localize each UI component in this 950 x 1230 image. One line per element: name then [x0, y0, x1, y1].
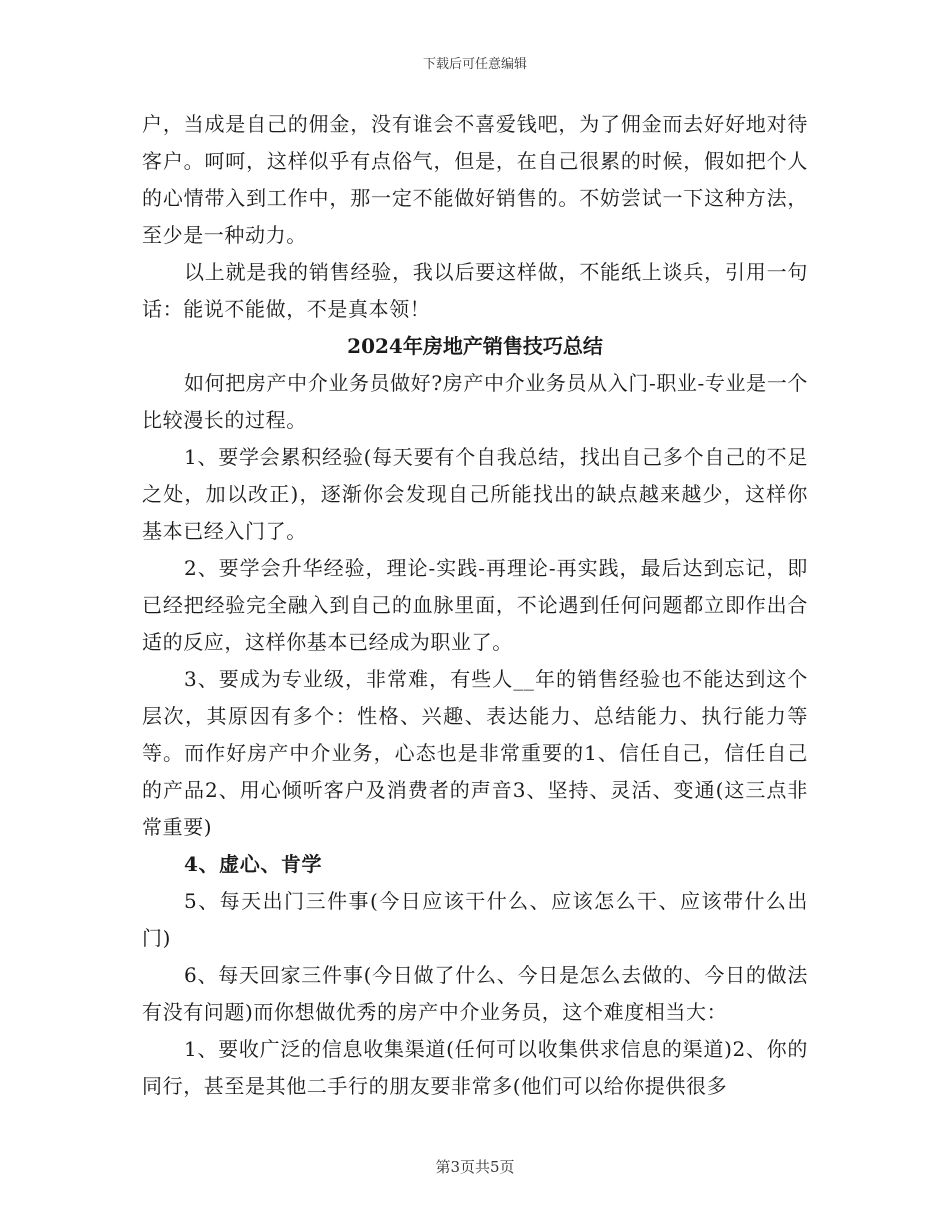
page-header: 下载后可任意编辑	[422, 57, 527, 72]
section-title: 2024年房地产销售技巧总结	[347, 334, 603, 358]
document-body	[142, 106, 808, 1105]
paragraph-item-3: 3、要成为专业级，非常难，有些人__年的销售经验也不能达到这个层次，其原因有多个：性格、兴趣、表达能力、总结能力、执行能力等等。而作好房产中介业务，心态也是非常重要的1、信任自己，信任自己的产品2、用心倾听客户及消费者的声音3、坚持、灵活、变通(这三点非常重要)	[142, 667, 808, 839]
paragraph-item-1: 1、要学会累积经验(每天要有个自我总结，找出自己多个自己的不足之处，加以改正)，逐渐你会发现自己所能找出的缺点越来越少，这样你基本已经入门了。	[142, 445, 808, 543]
paragraph-intro: 如何把房产中介业务员做好?房产中介业务员从入门-职业-专业是一个比较漫长的过程。	[142, 371, 808, 432]
paragraph-continued: 户，当成是自己的佣金，没有谁会不喜爱钱吧，为了佣金而去好好地对待客户。呵呵，这样似乎有点俗气，但是，在自己很累的时候，假如把个人的心情带入到工作中，那一定不能做好销售的。不妨尝试一下这种方法，至少是一种动力。	[142, 112, 808, 247]
paragraph-item-2: 2、要学会升华经验，理论-实践-再理论-再实践，最后达到忘记，即已经把经验完全融入到自己的血脉里面，不论遇到任何问题都立即作出合适的反应，这样你基本已经成为职业了。	[142, 556, 808, 654]
paragraph-summary: 以上就是我的销售经验，我以后要这样做，不能纸上谈兵，引用一句话：能说不能做，不是真本领！	[142, 260, 808, 321]
paragraph-item-6: 6、每天回家三件事(今日做了什么、今日是怎么去做的、今日的做法有没有问题)而你想做优秀的房产中介业务员，这个难度相当大：	[142, 963, 808, 1024]
paragraph-item-7: 1、要收广泛的信息收集渠道(任何可以收集供求信息的渠道)2、你的同行，甚至是其他二手行的朋友要非常多(他们可以给你提供很多	[142, 1037, 808, 1098]
paragraph-item-4: 4、虚心、肯学	[184, 852, 323, 876]
page-footer: 第3页共5页	[435, 1158, 515, 1176]
paragraph-item-5: 5、每天出门三件事(今日应该干什么、应该怎么干、应该带什么出门)	[142, 889, 808, 950]
